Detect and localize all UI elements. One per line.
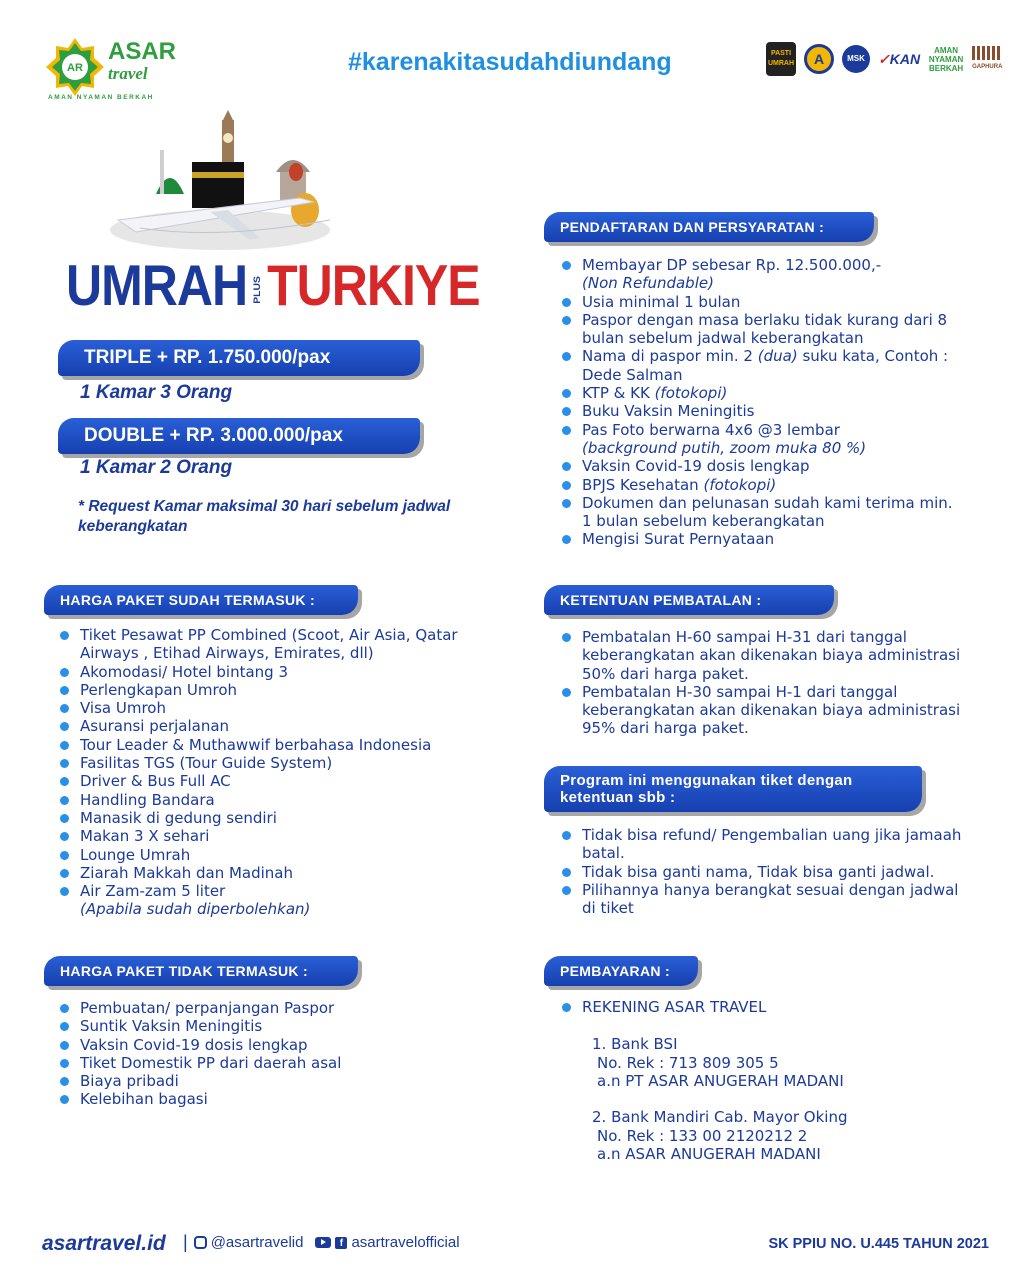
- list-item: REKENING ASAR TRAVEL: [562, 998, 962, 1016]
- instagram-handle[interactable]: @asartravelid: [210, 1234, 304, 1251]
- list-item: Handling Bandara: [60, 791, 480, 809]
- pasti-umrah-badge: [766, 42, 796, 76]
- triple-room-info: 1 Kamar 3 Orang: [80, 382, 233, 403]
- partner-label: AMAN NYAMAN BERKAH: [928, 45, 964, 73]
- kaaba-icon: [192, 162, 244, 208]
- list-item: Ziarah Makkah dan Madinah: [60, 864, 480, 882]
- social-links: [183, 1232, 460, 1253]
- partner-label: KAN: [889, 51, 921, 67]
- asar-travel-logo[interactable]: [44, 36, 177, 106]
- double-room-info: 1 Kamar 2 Orang: [80, 457, 233, 478]
- list-item-text: BPJS Kesehatan: [582, 475, 699, 494]
- account-number: No. Rek : 713 809 305 5: [597, 1053, 779, 1072]
- list-item: [60, 882, 480, 919]
- youtube-facebook-handle[interactable]: asartravelofficial: [351, 1234, 460, 1251]
- list-item: Kelebihan bagasi: [60, 1090, 480, 1108]
- payment-list: [562, 998, 962, 1016]
- umrah-turkiye-illustration: [100, 110, 340, 260]
- included-list: [60, 626, 480, 919]
- excluded-section-title: HARGA PAKET TIDAK TERMASUK :: [44, 956, 358, 986]
- included-section-title: HARGA PAKET SUDAH TERMASUK :: [44, 585, 358, 615]
- list-item: Pembatalan H-60 sampai H-31 dari tanggal keberangkatan akan dikenakan biaya administrasi 50% dari harga paket.: [562, 628, 962, 683]
- bank-name: 1. Bank BSI: [592, 1035, 678, 1053]
- ticket-terms-section-title: [544, 766, 922, 812]
- list-item: Pembatalan H-30 sampai H-1 dari tanggal keberangkatan akan dikenakan biaya administrasi 95% dari harga paket.: [562, 683, 962, 738]
- ticket-terms-title-line2: ketentuan sbb :: [560, 789, 676, 806]
- a-badge: [804, 44, 834, 74]
- list-item: Suntik Vaksin Meningitis: [60, 1017, 480, 1035]
- list-item-text: KTP & KK: [582, 384, 650, 403]
- list-item-note: (Apabila sudah diperbolehkan): [80, 900, 311, 919]
- list-item-note: (Non Refundable): [582, 274, 714, 293]
- list-item-note: (dua): [757, 347, 798, 366]
- title-umrah: UMRAH: [66, 253, 248, 318]
- ticket-terms-list: [562, 826, 972, 917]
- logo-tagline: AMAN NYAMAN BERKAH: [48, 94, 154, 101]
- facebook-icon[interactable]: f: [335, 1237, 347, 1249]
- list-item: Makan 3 X sehari: [60, 827, 480, 845]
- list-item-note: (fotokopi): [703, 475, 777, 494]
- ticket-terms-title-line1: Program ini menggunakan tiket dengan: [560, 772, 853, 789]
- list-item-text: suku kata, Contoh : Dede Salman: [582, 347, 949, 384]
- list-item: Pembuatan/ perpanjangan Paspor: [60, 999, 480, 1017]
- list-item: Tour Leader & Muthawwif berbahasa Indonesia: [60, 736, 480, 754]
- msk-badge: [842, 45, 870, 73]
- account-number: No. Rek : 133 00 2120212 2: [597, 1126, 808, 1145]
- title-turkiye: TURKIYE: [267, 253, 480, 318]
- aman-nyaman-berkah-badge: [928, 46, 964, 73]
- partner-logos: [766, 42, 1003, 76]
- list-item-text: Nama di paspor min. 2: [582, 347, 753, 366]
- list-item-text: Membayar DP sebesar Rp. 12.500.000,-: [582, 256, 882, 274]
- instagram-icon[interactable]: [194, 1236, 207, 1249]
- list-item: Manasik di gedung sendiri: [60, 809, 480, 827]
- website-link[interactable]: asartravel.id: [42, 1232, 166, 1255]
- list-item: Fasilitas TGS (Tour Guide System): [60, 754, 480, 772]
- triple-price-label: TRIPLE + RP. 1.750.000/pax: [58, 340, 420, 376]
- bank-mandiri: [592, 1108, 848, 1164]
- logo-name: ASAR: [108, 38, 177, 65]
- list-item: [562, 347, 962, 384]
- list-item: Vaksin Covid-19 dosis lengkap: [60, 1036, 480, 1054]
- main-title: [66, 252, 480, 319]
- list-item: Asuransi perjalanan: [60, 717, 480, 735]
- list-item: Buku Vaksin Meningitis: [562, 402, 962, 420]
- list-item: Tiket Domestik PP dari daerah asal: [60, 1054, 480, 1072]
- svg-text:AR: AR: [67, 62, 83, 74]
- account-holder: a.n PT ASAR ANUGERAH MADANI: [597, 1072, 844, 1090]
- list-item: Usia minimal 1 bulan: [562, 293, 962, 311]
- youtube-icon[interactable]: [315, 1237, 331, 1248]
- footer-separator: |: [183, 1232, 188, 1252]
- cancellation-section-title: KETENTUAN PEMBATALAN :: [544, 585, 834, 615]
- list-item: [562, 421, 962, 458]
- partner-label: GAPHURA: [972, 64, 1003, 70]
- list-item: Vaksin Covid-19 dosis lengkap: [562, 457, 962, 475]
- partner-label: MSK: [847, 54, 865, 63]
- list-item-text: Air Zam-zam 5 liter: [80, 882, 226, 901]
- logo-sub: travel: [108, 64, 148, 83]
- list-item: Pilihannya hanya berangkat sesuai dengan jadwal di tiket: [562, 881, 972, 918]
- kan-badge: ✓KAN: [878, 51, 921, 67]
- payment-section-title: PEMBAYARAN :: [544, 956, 698, 986]
- requirements-list: [562, 256, 962, 549]
- partner-label: PASTI UMRAH: [767, 50, 795, 67]
- list-item: Akomodasi/ Hotel bintang 3: [60, 663, 480, 681]
- room-request-note: * Request Kamar maksimal 30 hari sebelum jadwal keberangkatan: [78, 498, 451, 535]
- list-item: Tidak bisa refund/ Pengembalian uang jika jamaah batal.: [562, 826, 972, 863]
- logo-star-icon: [44, 36, 106, 98]
- list-item: [562, 384, 962, 402]
- gaphura-badge: [972, 46, 1003, 72]
- list-item: Paspor dengan masa berlaku tidak kurang dari 8 bulan sebelum jadwal keberangkatan: [562, 311, 962, 348]
- list-item-note: (fotokopi): [654, 384, 728, 403]
- account-holder: a.n ASAR ANUGERAH MADANI: [597, 1145, 821, 1163]
- list-item: [562, 476, 962, 494]
- requirements-section-title: PENDAFTARAN DAN PERSYARATAN :: [544, 212, 874, 242]
- partner-label: A: [813, 51, 825, 67]
- license-number: SK PPIU NO. U.445 TAHUN 2021: [768, 1236, 989, 1252]
- list-item: Tiket Pesawat PP Combined (Scoot, Air Asia, Qatar Airways , Etihad Airways, Emirates, dll): [60, 626, 480, 663]
- list-item: Mengisi Surat Pernyataan: [562, 530, 962, 548]
- list-item: Tidak bisa ganti nama, Tidak bisa ganti jadwal.: [562, 863, 972, 881]
- list-item: Visa Umroh: [60, 699, 480, 717]
- list-item-text: Pas Foto berwarna 4x6 @3 lembar: [582, 420, 840, 439]
- list-item: Perlengkapan Umroh: [60, 681, 480, 699]
- list-item: Lounge Umrah: [60, 846, 480, 864]
- list-item: Driver & Bus Full AC: [60, 772, 480, 790]
- list-item: [562, 256, 962, 293]
- cancellation-list: [562, 628, 962, 738]
- title-plus: PLUS: [252, 275, 263, 304]
- list-item-note: (background putih, zoom muka 80 %): [582, 438, 867, 457]
- list-item: Biaya pribadi: [60, 1072, 480, 1090]
- excluded-list: [60, 999, 480, 1109]
- list-item: Dokumen dan pelunasan sudah kami terima min. 1 bulan sebelum keberangkatan: [562, 494, 962, 531]
- double-price-label: DOUBLE + RP. 3.000.000/pax: [58, 418, 420, 454]
- hashtag: #karenakitasudahdiundang: [348, 48, 672, 76]
- bank-bsi: [592, 1035, 844, 1091]
- bank-name: 2. Bank Mandiri Cab. Mayor Oking: [592, 1108, 848, 1126]
